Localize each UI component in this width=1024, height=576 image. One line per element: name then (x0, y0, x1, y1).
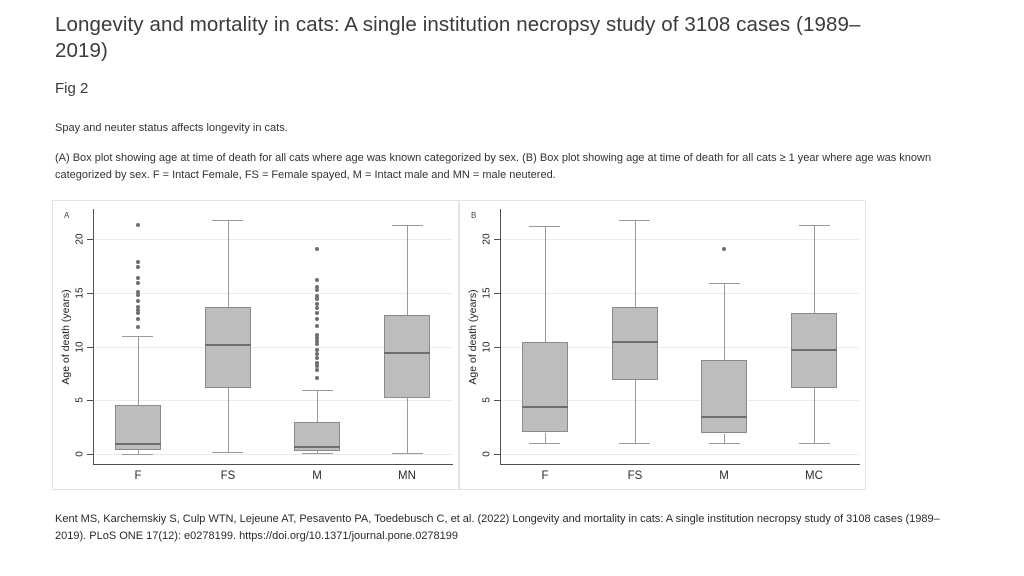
whisker-cap (709, 283, 740, 284)
y-tick-label: 15 (74, 287, 86, 299)
whisker-cap (619, 220, 650, 221)
whisker-cap (799, 225, 830, 226)
x-category-label: F (541, 470, 549, 482)
whisker-cap (122, 454, 153, 455)
whisker-cap (709, 443, 740, 444)
outlier-dot (136, 325, 140, 329)
panel-letter: A (64, 211, 70, 220)
outlier-dot (315, 368, 319, 372)
whisker-line (814, 225, 815, 313)
gridline (94, 400, 452, 401)
y-tick-label: 0 (74, 451, 86, 457)
y-tick-label: 20 (74, 233, 86, 245)
median-line (791, 349, 837, 351)
y-tick-label: 10 (481, 341, 493, 353)
whisker-cap (799, 443, 830, 444)
box (205, 307, 251, 388)
x-category-label: MC (805, 470, 823, 482)
median-line (384, 352, 430, 354)
outlier-dot (136, 317, 140, 321)
whisker-cap (212, 220, 243, 221)
whisker-line (407, 225, 408, 315)
whisker-line (228, 387, 229, 452)
outlier-dot (315, 278, 319, 282)
gridline (501, 454, 859, 455)
gridline (94, 239, 452, 240)
x-category-label: FS (220, 470, 236, 482)
outlier-dot (315, 352, 319, 356)
whisker-line (635, 220, 636, 307)
y-tick-label: 10 (74, 341, 86, 353)
box (612, 307, 658, 380)
whisker-line (814, 388, 815, 443)
boxplot-panel-b (459, 200, 866, 490)
outlier-dot (136, 260, 140, 264)
y-axis-title: Age of death (years) (467, 289, 479, 385)
whisker-line (317, 390, 318, 422)
median-line (522, 406, 568, 408)
median-line (294, 446, 340, 448)
figure-2-boxplots (52, 200, 866, 490)
whisker-line (635, 380, 636, 443)
outlier-dot (136, 305, 140, 309)
outlier-dot (722, 247, 726, 251)
outlier-dot (315, 333, 319, 337)
y-tick-label: 15 (481, 287, 493, 299)
x-category-label: M (312, 470, 322, 482)
box (384, 315, 430, 398)
median-line (612, 341, 658, 343)
x-axis-line (93, 464, 453, 465)
whisker-cap (529, 226, 560, 227)
outlier-dot (136, 290, 140, 294)
outlier-dot (315, 311, 319, 315)
whisker-cap (212, 452, 243, 453)
outlier-dot (315, 317, 319, 321)
outlier-dot (136, 265, 140, 269)
whisker-cap (302, 390, 333, 391)
outlier-dot (136, 299, 140, 303)
whisker-cap (392, 453, 423, 454)
outlier-dot (315, 376, 319, 380)
figure-caption: (A) Box plot showing age at time of death for all cats where age was known categorized by sex. (B) Box plot showing age at time of death for all cats ≥ 1 year where age was known categorized by sex. F = Intact Female, FS = Female spayed, M = Intact male and MN = male neutered. (55, 152, 932, 181)
median-line (115, 443, 161, 445)
gridline (501, 239, 859, 240)
outlier-dot (136, 276, 140, 280)
outlier-dot (315, 348, 319, 352)
citation: Kent MS, Karchemskiy S, Culp WTN, Lejeune AT, Pesavento PA, Toedebusch C, et al. (2022) Longevity and mortality in cats: A single institution necropsy study of 3108 cases (1989–2019). PLoS ONE 17(12): e0278199. https://doi.org/10.1371/journal.pone.0278199 (55, 513, 940, 542)
y-tick-label: 0 (481, 451, 493, 457)
x-category-label: M (719, 470, 729, 482)
whisker-cap (619, 443, 650, 444)
outlier-dot (315, 356, 319, 360)
gridline (501, 293, 859, 294)
outlier-dot (315, 285, 319, 289)
box (522, 342, 568, 432)
y-axis-line (93, 209, 94, 464)
article-title: Longevity and mortality in cats: A single institution necropsy study of 3108 cases (1989–2019) (55, 13, 861, 62)
figure-description: Spay and neuter status affects longevity in cats. (55, 122, 288, 134)
y-axis-line (500, 209, 501, 464)
x-category-label: F (134, 470, 142, 482)
outlier-dot (315, 294, 319, 298)
whisker-line (228, 220, 229, 307)
median-line (701, 416, 747, 418)
whisker-line (407, 398, 408, 453)
outlier-dot (136, 223, 140, 227)
y-tick-label: 5 (481, 397, 493, 403)
whisker-cap (529, 443, 560, 444)
y-tick-label: 5 (74, 397, 86, 403)
median-line (205, 344, 251, 346)
whisker-cap (302, 453, 333, 454)
panel-letter: B (471, 211, 477, 220)
whisker-cap (392, 225, 423, 226)
whisker-line (138, 336, 139, 405)
outlier-dot (315, 247, 319, 251)
whisker-cap (122, 336, 153, 337)
x-category-label: MN (398, 470, 416, 482)
y-axis-title: Age of death (years) (60, 289, 72, 385)
y-tick-label: 20 (481, 233, 493, 245)
boxplot-panel-a (52, 200, 459, 490)
outlier-dot (136, 281, 140, 285)
outlier-dot (315, 324, 319, 328)
outlier-dot (315, 302, 319, 306)
x-category-label: FS (627, 470, 643, 482)
whisker-line (545, 226, 546, 342)
outlier-dot (315, 306, 319, 310)
whisker-line (724, 283, 725, 360)
x-axis-line (500, 464, 860, 465)
box (701, 360, 747, 433)
outlier-dot (315, 361, 319, 365)
figure-label: Fig 2 (55, 80, 89, 97)
gridline (94, 293, 452, 294)
